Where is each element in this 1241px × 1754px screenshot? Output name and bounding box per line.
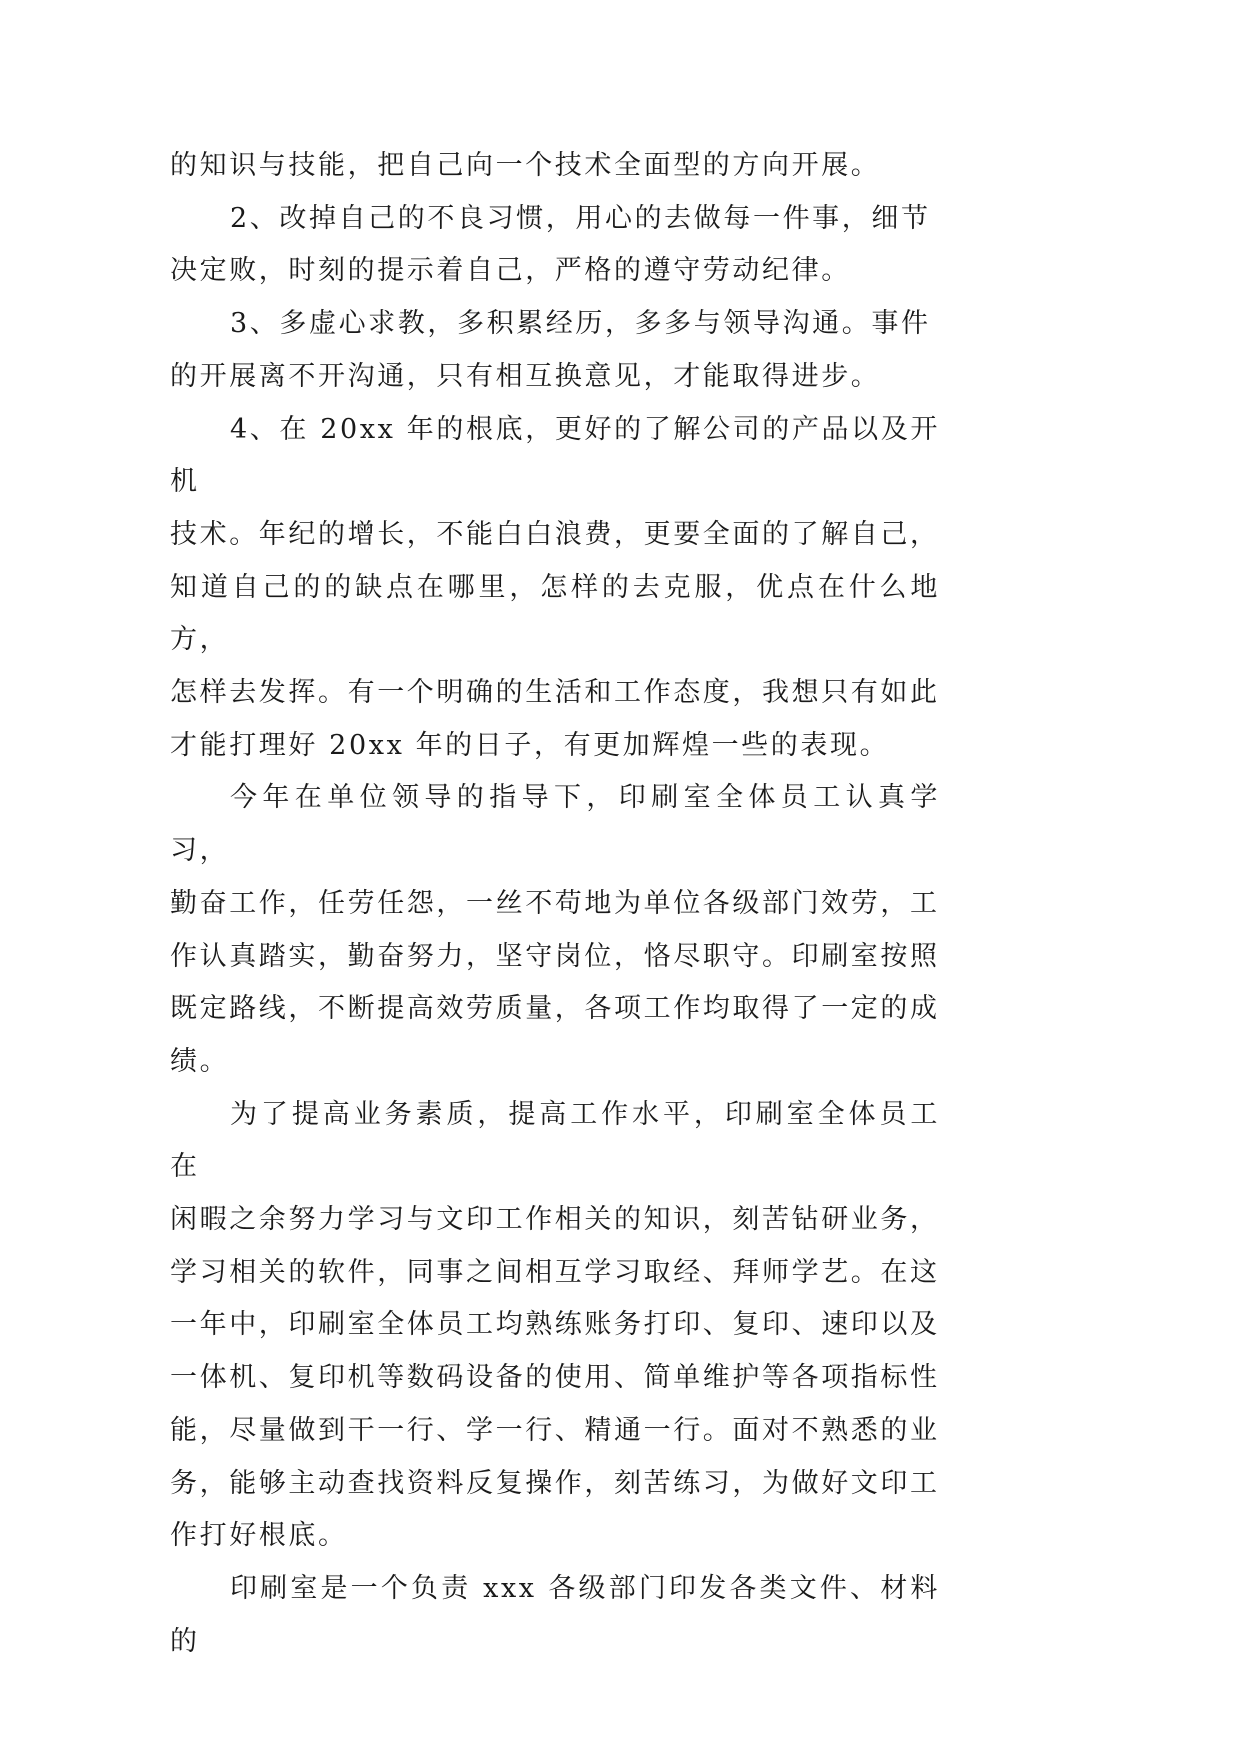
paragraph-item-3: 3、多虚心求教，多积累经历，多多与领导沟通。事件 的开展离不开沟通，只有相互换意见，才能取得进步。 [170,308,931,392]
paragraph-item-2: 2、改掉自己的不良习惯，用心的去做每一件事，细节 决定败，时刻的提示着自己，严格的遵守劳动纪律。 [170,202,931,287]
document-body [170,140,940,1668]
paragraph-work-summary: 今年在单位领导的指导下，印刷室全体员工认真学习， 勤奋工作，任劳任怨，一丝不苟地为单位各级部门效劳，工 作认真踏实，勤奋努力，坚守岗位，恪尽职守。印刷室按照 既定路线，不断提高效劳质量，各项工作均取得了一定的成 绩。 [170,782,940,1077]
paragraph-print-room: 印刷室是一个负责 xxx 各级部门印发各类文件、材料的 [170,1572,940,1657]
paragraph-item-4: 4、在 20xx 年的根底，更好的了解公司的产品以及开机 技术。年纪的增长，不能白白浪费，更要全面的了解自己， 知道自己的的缺点在哪里，怎样的去克服，优点在什么地方， 怎样去发挥。有一个明确的生活和工作态度，我想只有如此 才能打理好 20xx 年的日子，有更加辉煌一些的表现。 [170,413,940,761]
paragraph-continuation: 的知识与技能，把自己向一个技术全面型的方向开展。 [170,150,881,181]
paragraph-study: 为了提高业务素质，提高工作水平，印刷室全体员工在 闲暇之余努力学习与文印工作相关的知识，刻苦钻研业务， 学习相关的软件，同事之间相互学习取经、拜师学艺。在这 一年中，印刷室全体员工均熟练账务打印、复印、速印以及 一体机、复印机等数码设备的使用、简单维护等各项指标性 能，尽量做到干一行、学一行、精通一行。面对不熟悉的业 务，能够主动查找资料反复操作，刻苦练习，为做好文印工 作打好根底。 [170,1098,940,1552]
